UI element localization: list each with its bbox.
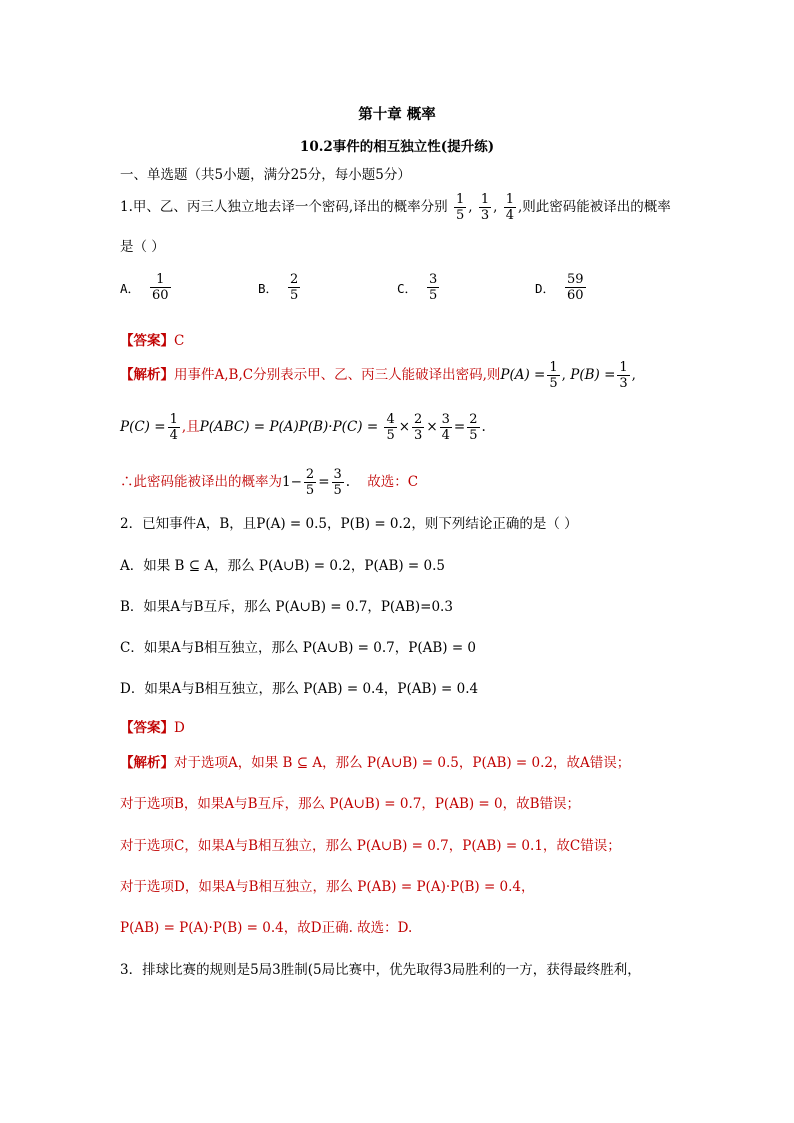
q1-stem-b: ,则此密码能被译出的概率 [518, 199, 671, 215]
q1-option-a-num: 1 [156, 272, 165, 287]
q1-frac-2-num: 1 [480, 192, 490, 207]
q1-analysis-one: 1− [282, 474, 302, 490]
q1-option-a-den: 60 [152, 288, 169, 303]
q1-option-d-num: 59 [567, 272, 584, 287]
q1-an-frac-c-num: 3 [441, 412, 450, 427]
q1-option-d [535, 272, 588, 303]
q1-an-frac-pa-den: 5 [549, 376, 558, 391]
q1-option-b-frac [288, 272, 300, 303]
q1-answer-tag: 【答案】 [120, 333, 174, 349]
q1-analysis-line1: 【解析】用事件A,B,C分别表示甲、乙、丙三人能破译出密码,则P(A) = $\frac{1}{5}$ , P(B) = $\frac{1}{3}$ , [120, 360, 636, 391]
q2-answer-value: D [174, 720, 185, 736]
q1-analysis-text1: 用事件A,B,C分别表示甲、乙、丙三人能破译出密码,则 [174, 367, 501, 383]
q1-analysis-pa: P(A) = [500, 367, 546, 383]
q1-stem-line1: 1.甲、乙、丙三人独立地去译一个密码,译出的概率分别 $\frac{1}{5}$ , $\frac{1}{3}$ , $\frac{1}{4}$ ,则此密码能被译出的概率 [120, 192, 671, 223]
q1-an-frac-e-den: 5 [305, 483, 315, 498]
q1-an-frac-pa-num: 1 [549, 360, 558, 375]
q1-option-c-frac [427, 272, 439, 303]
q1-analysis-pb: P(B) = [570, 367, 616, 383]
q1-an-frac-b [412, 412, 424, 443]
q1-option-a [120, 272, 173, 303]
q2-analysis-line4: 对于选项D，如果A与B相互独立，那么 P(AB) = P(A)·P(B) = 0.4， [120, 879, 535, 895]
q2-option-d: D．如果A与B相互独立，那么 P(AB) = 0.4，P(AB) = 0.4 [120, 681, 479, 697]
q1-option-d-den: 60 [567, 288, 584, 303]
q1-an-frac-c [440, 412, 452, 443]
q1-option-b [258, 272, 302, 303]
q1-an-frac-pb-den: 3 [619, 376, 628, 391]
q2-option-a: A．如果 B ⊆ A，那么 P(A∪B) = 0.2，P(AB) = 0.5 [120, 558, 446, 574]
q2-option-b: B．如果A与B互斥，那么 P(A∪B) = 0.7，P(AB)=0.3 [120, 599, 453, 615]
q1-analysis-frac-pb [617, 360, 629, 391]
q1-analysis-pc: P(C) = [120, 419, 166, 435]
q1-analysis-text2: ,且 [181, 419, 200, 435]
q1-frac-3-num: 1 [505, 192, 514, 207]
q1-an-frac-c-den: 4 [441, 428, 450, 443]
q1-frac-2-den: 3 [480, 208, 490, 223]
q2-option-c: C．如果A与B相互独立，那么 P(A∪B) = 0.7，P(AB) = 0 [120, 640, 477, 656]
q1-frac-1-den: 5 [455, 208, 465, 223]
q1-frac-3 [504, 192, 516, 223]
q1-option-a-frac [150, 272, 171, 303]
q1-analysis-line2: P(C) = $\frac{1}{4}$ ,且P(ABC) = P(A)P(B)·P(C) = $\frac{4}{5}$ × $\frac{2}{3}$ × $\frac{3}{4}$ = $\frac{2}{5}$ . [120, 412, 486, 443]
q1-analysis-conclusion: 故选：C [367, 474, 419, 490]
q1-an-frac-pb-num: 1 [619, 360, 628, 375]
q1-analysis-expr: P(ABC) = P(A)P(B)·P(C) = [199, 419, 379, 435]
q1-frac-2 [479, 192, 491, 223]
q1-option-c [397, 272, 441, 303]
q1-an-frac-d [467, 412, 479, 443]
q1-answer-value: C [174, 333, 185, 349]
q1-frac-1 [454, 192, 466, 223]
q1-stem-c: 是（ ） [120, 239, 165, 255]
q2-analysis-line2: 对于选项B，如果A与B互斥，那么 P(A∪B) = 0.7，P(AB) = 0，故B错误； [120, 796, 581, 812]
q1-analysis-line3: ∴此密码能被译出的概率为1− $\frac{2}{5}$ = $\frac{3}{5}$ . 故选：C [120, 467, 419, 498]
q1-an-frac-f [332, 467, 344, 498]
q1-an-frac-pc-num: 1 [169, 412, 178, 427]
q1-option-b-label: B． [258, 280, 279, 296]
q1-analysis-tag: 【解析】 [120, 367, 174, 383]
q1-frac-1-num: 1 [455, 192, 465, 207]
q1-analysis-frac-pa [547, 360, 559, 391]
q2-analysis-text1: 对于选项A，如果 B ⊆ A，那么 P(A∪B) = 0.5，P(AB) = 0.2，故A错误； [174, 755, 631, 771]
q2-stem: 2．已知事件A，B，且P(A) = 0.5，P(B) = 0.2，则下列结论正确的是（ ） [120, 516, 578, 532]
q1-an-frac-a-num: 4 [386, 412, 395, 427]
q1-option-c-label: C． [397, 280, 418, 296]
q1-option-b-den: 5 [290, 288, 299, 303]
q1-option-c-den: 5 [429, 288, 438, 303]
q1-analysis-frac-pc [168, 412, 180, 443]
q1-an-frac-b-num: 2 [414, 412, 423, 427]
q2-analysis-tag: 【解析】 [120, 755, 174, 771]
q1-an-frac-pc-den: 4 [169, 428, 178, 443]
q2-analysis-line1 [120, 753, 630, 773]
q1-an-frac-a [384, 412, 396, 443]
q1-an-frac-a-den: 5 [386, 428, 395, 443]
q1-an-frac-f-den: 5 [333, 483, 342, 498]
q1-answer [120, 331, 184, 351]
q3-stem: 3．排球比赛的规则是5局3胜制(5局比赛中，优先取得3局胜利的一方，获得最终胜利， [120, 962, 641, 978]
q1-option-a-label: A． [120, 280, 141, 296]
q1-stem-a: 1.甲、乙、丙三人独立地去译一个密码,译出的概率分别 [120, 199, 448, 215]
q1-option-d-label: D． [535, 280, 556, 296]
q1-an-frac-f-num: 3 [333, 467, 342, 482]
q1-option-d-frac [565, 272, 586, 303]
q1-frac-3-den: 4 [505, 208, 514, 223]
section-title: 10.2事件的相互独立性(提升练) [299, 139, 495, 155]
q2-analysis-line3: 对于选项C，如果A与B相互独立，那么 P(A∪B) = 0.7，P(AB) = 0.1，故C错误； [120, 838, 621, 854]
q2-analysis-line5: P(AB) = P(A)·P(B) = 0.4，故D正确. 故选：D. [120, 920, 413, 936]
q1-analysis-text3: ∴此密码能被译出的概率为 [120, 474, 282, 490]
q1-an-frac-b-den: 3 [414, 428, 423, 443]
q2-answer-tag: 【答案】 [120, 720, 174, 736]
q1-option-b-num: 2 [290, 272, 299, 287]
q1-option-c-num: 3 [429, 272, 438, 287]
q1-an-frac-e [304, 467, 316, 498]
q1-an-frac-d-num: 2 [469, 412, 478, 427]
q2-answer [120, 718, 185, 738]
q1-an-frac-e-num: 2 [305, 467, 315, 482]
chapter-title: 第十章 概率 [358, 106, 436, 123]
section-heading: 一、单选题（共5小题，满分25分，每小题5分） [120, 167, 411, 183]
q1-an-frac-d-den: 5 [469, 428, 478, 443]
